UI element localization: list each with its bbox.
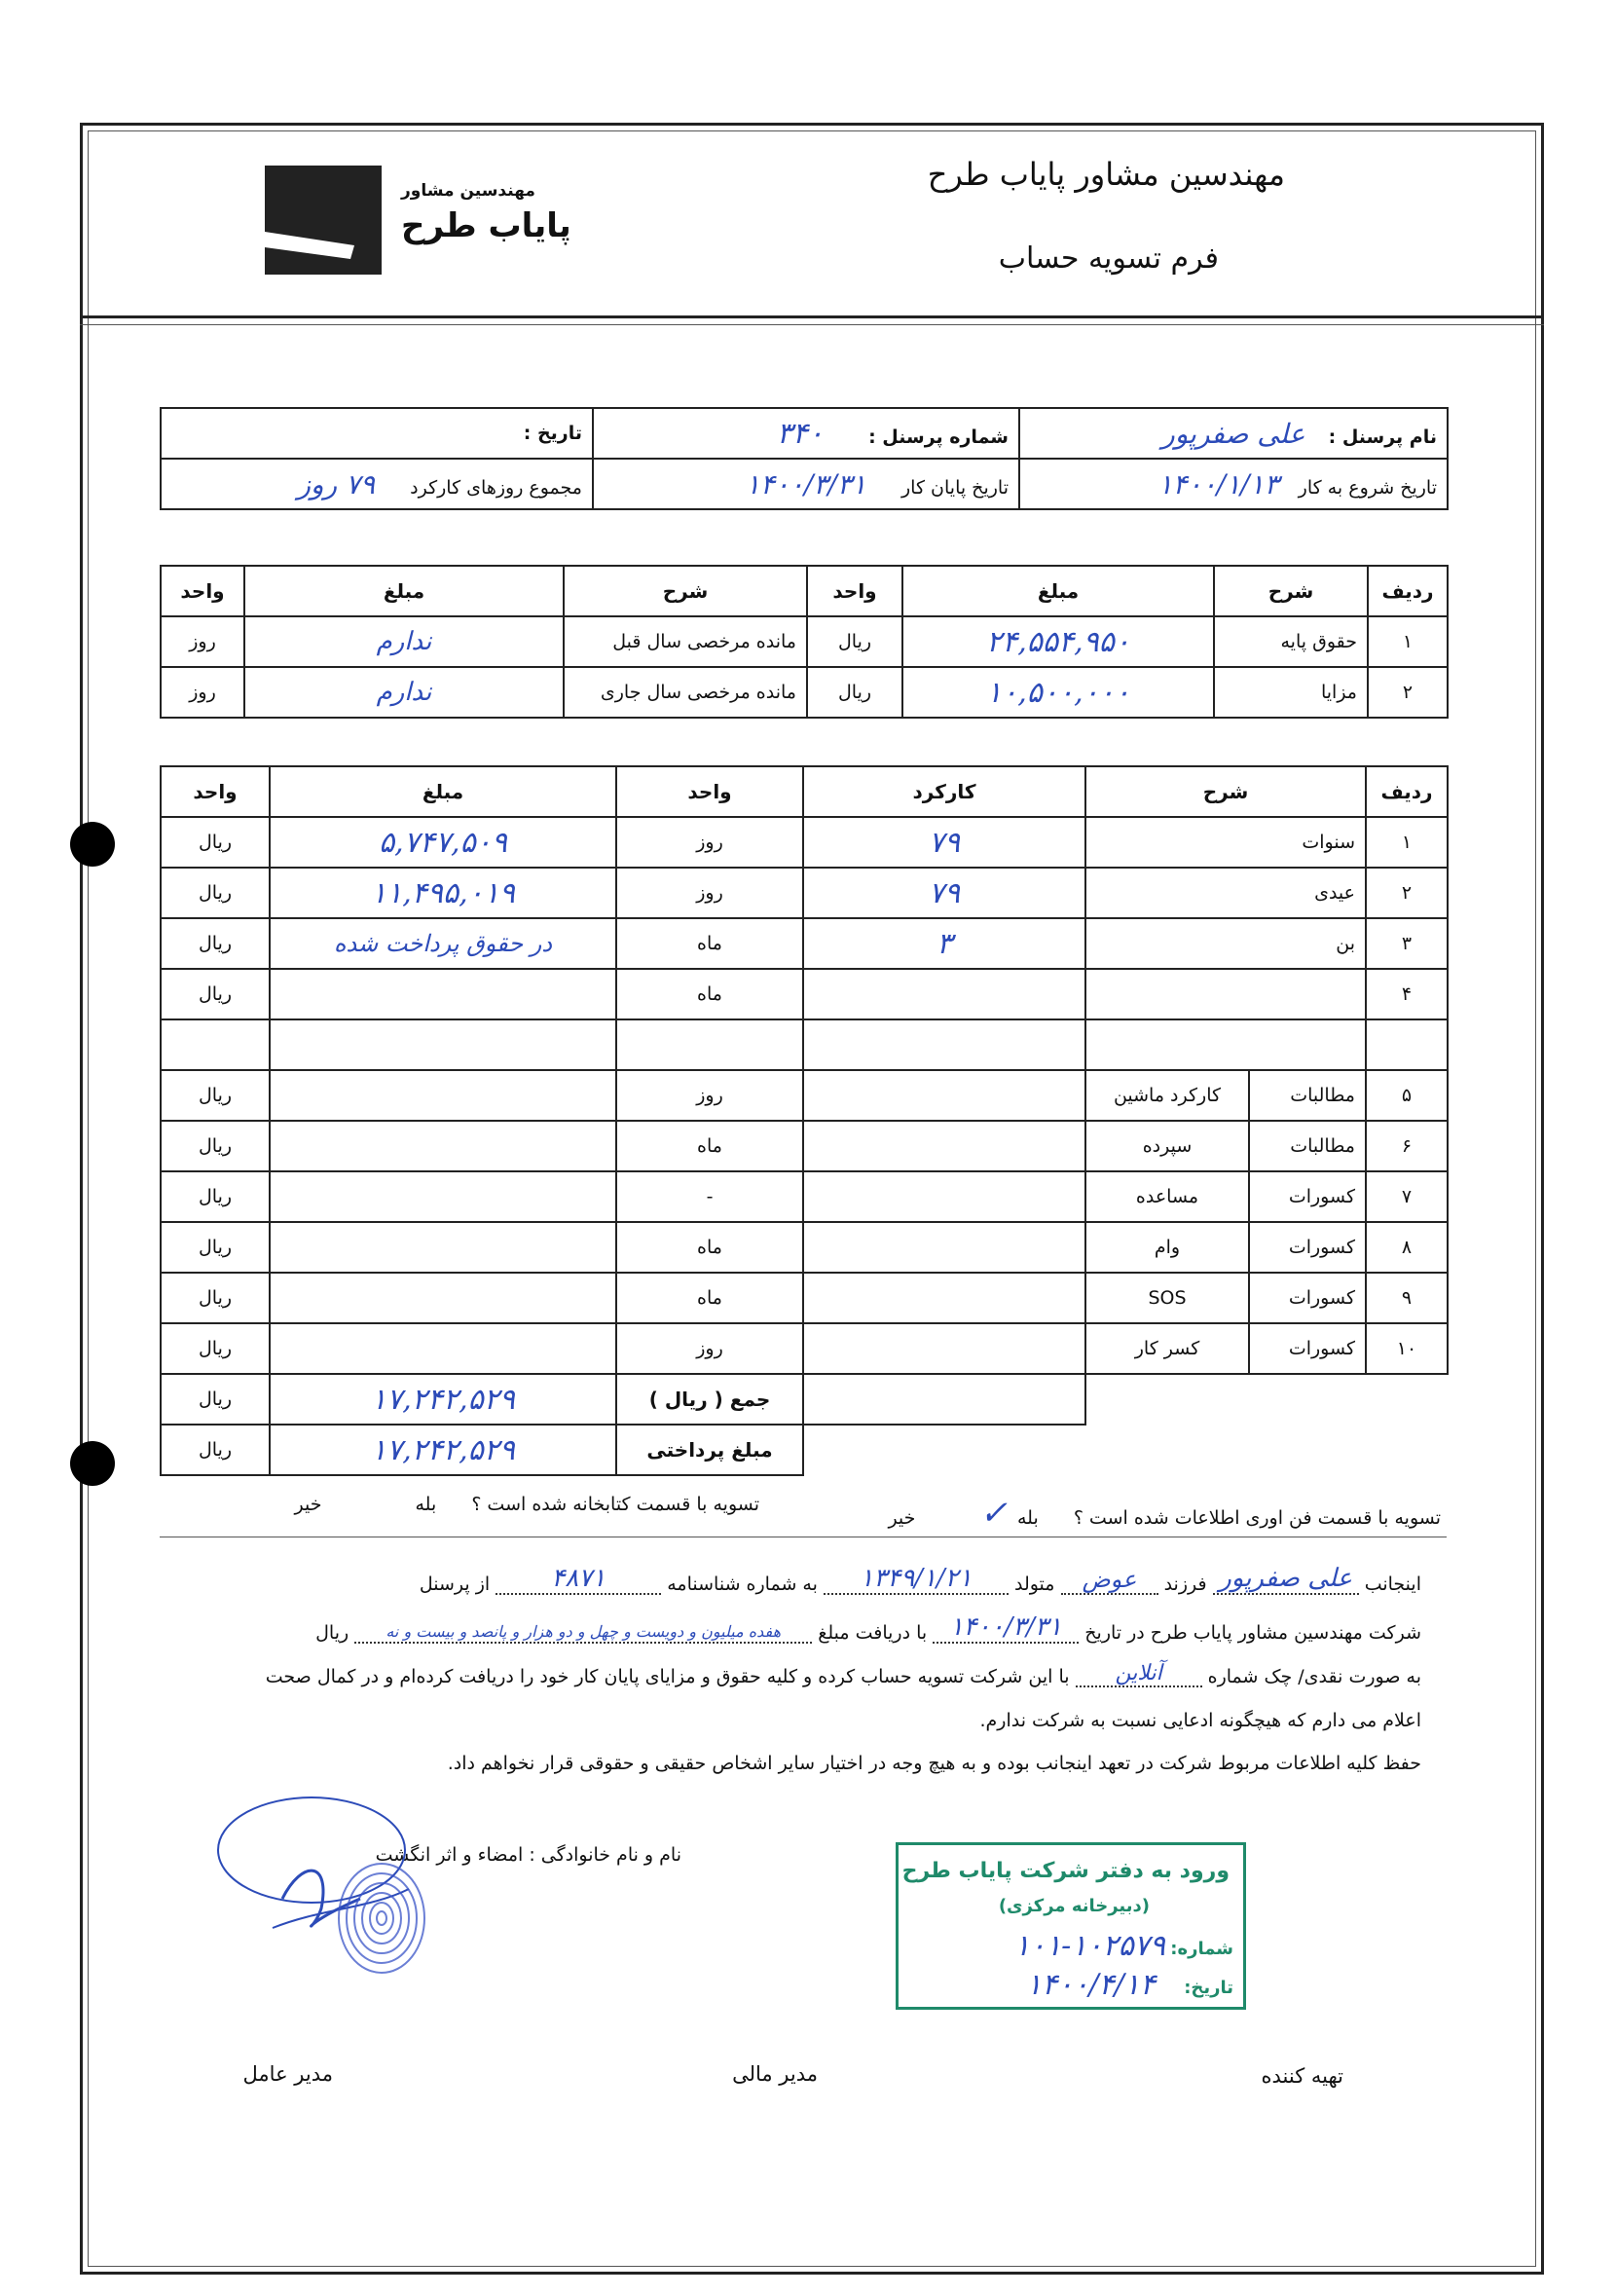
company-name: مهندسین مشاور پایاب طرح <box>927 156 1285 193</box>
personnel-no-label: شماره پرسنل : <box>868 426 1009 448</box>
word-id: به شماره شناسنامه <box>667 1574 818 1595</box>
row-subcategory: سپرده <box>1085 1121 1249 1171</box>
word-cash: به صورت نقدی/ چک شماره <box>1207 1666 1421 1687</box>
settlement-header-row <box>161 766 1448 817</box>
total-days-cell <box>161 459 593 509</box>
sum-row <box>161 1374 1448 1425</box>
row-amount: در حقوق پرداخت شده <box>270 918 616 969</box>
declaration-line-4: اعلام می دارم که هیچگونه ادعایی نسبت به شرکت ندارم. <box>979 1710 1421 1731</box>
salary-row-desc2: مانده مرخصی سال قبل <box>564 616 807 667</box>
declaration-line-1 <box>420 1564 1421 1595</box>
settlement-row-6 <box>161 1121 1448 1171</box>
declaration-line-5: حفظ کلیه اطلاعات مربوط شرکت در تعهد اینجانب بوده و به هیچ وجه در اختیار سایر اشخاص حقیقی و حقوقی قرار نخواهم داد. <box>447 1753 1421 1774</box>
stamp-date-value: ۱۴۰۰/۴/۱۴ <box>1025 1968 1156 2002</box>
settlement-table <box>160 765 1449 1476</box>
settlement-row-7 <box>161 1171 1448 1222</box>
salary-row-amount2: ندارم <box>244 616 564 667</box>
spacer-cell <box>616 1019 803 1070</box>
word-born: متولد <box>1013 1574 1055 1595</box>
logo-line1: مهندسین مشاور <box>401 181 535 201</box>
row-no: ۱۰ <box>1366 1323 1448 1374</box>
end-date-value: ۱۴۰۰/۳/۳۱ <box>745 467 866 500</box>
row-category: مطالبات <box>1249 1070 1366 1121</box>
row-work <box>803 1171 1085 1222</box>
word-child: فرزند <box>1163 1574 1207 1595</box>
total-days-label: مجموع روزهای کارکرد <box>410 476 582 499</box>
row-no: ۴ <box>1366 969 1448 1019</box>
word-company: شرکت مهندسین مشاور پایاب طرح در تاریخ <box>1084 1622 1421 1644</box>
it-clearance <box>888 1494 1441 1533</box>
salary-row-unit2: روز <box>161 616 244 667</box>
row-unit: روز <box>616 817 803 868</box>
personnel-no-cell <box>593 408 1019 459</box>
header-desc: شرح <box>1085 766 1366 817</box>
row-amount <box>270 1070 616 1121</box>
row-unit: ماه <box>616 1222 803 1273</box>
start-date-label: تاریخ شروع به کار <box>1298 476 1437 499</box>
row-work <box>803 969 1085 1019</box>
decl-date: ۱۴۰۰/۳/۳۱ <box>949 1612 1062 1642</box>
word-settle: با این شرکت تسویه حساب کرده و کلیه حقوق و مزایای پایان کار خود را دریافت کرده‌ام و در کمال صحت <box>265 1666 1070 1687</box>
name-cell <box>1019 408 1448 459</box>
row-amount <box>270 1222 616 1273</box>
empty-cell <box>803 1425 1085 1475</box>
row-unit: روز <box>616 1323 803 1374</box>
row-unit2: ریال <box>161 918 270 969</box>
id-blank <box>496 1564 661 1595</box>
row-work <box>803 1222 1085 1273</box>
word-from-personnel: از پرسنل <box>419 1574 491 1595</box>
it-yes: بله <box>1017 1507 1039 1529</box>
settlement-row-2 <box>161 868 1448 918</box>
spacer-cell <box>1085 1019 1366 1070</box>
row-subcategory: کسر کار <box>1085 1323 1249 1374</box>
sum-unit: ریال <box>161 1374 270 1425</box>
stamp-number-label: شماره: <box>1170 1939 1233 1959</box>
footer-preparer: تهیه کننده <box>1261 2064 1343 2088</box>
row-unit: ماه <box>616 918 803 969</box>
it-no: خیر <box>888 1507 916 1529</box>
row-unit2: ریال <box>161 868 270 918</box>
personnel-no-value: ۳۴۰ <box>776 416 825 451</box>
row-work: ۷۹ <box>803 817 1085 868</box>
start-date-cell <box>1019 459 1448 509</box>
decl-name: علی صفرپور <box>1219 1564 1353 1593</box>
stamp-date-label: تاریخ: <box>1184 1978 1233 1998</box>
it-question: تسویه با قسمت فن اوری اطلاعات شده است ؟ <box>1073 1507 1441 1529</box>
settlement-row-5 <box>161 1070 1448 1121</box>
salary-header-amount: مبلغ <box>902 566 1214 616</box>
salary-header-no: ردیف <box>1368 566 1448 616</box>
row-amount <box>270 1323 616 1374</box>
header-unit: واحد <box>616 766 803 817</box>
salary-row-1 <box>161 616 1448 667</box>
row-desc: بن <box>1085 918 1366 969</box>
salary-row-desc: مزایا <box>1214 667 1368 718</box>
header-separator <box>80 315 1544 325</box>
spacer-cell <box>1366 1019 1448 1070</box>
row-unit: ماه <box>616 969 803 1019</box>
cheque-blank <box>1076 1661 1202 1687</box>
decl-cheque: آنلاین <box>1115 1661 1162 1685</box>
row-amount: ۱۱,۴۹۵,۰۱۹ <box>270 868 616 918</box>
end-date-cell <box>593 459 1019 509</box>
row-amount <box>270 1171 616 1222</box>
row-category: کسورات <box>1249 1222 1366 1273</box>
row-no: ۹ <box>1366 1273 1448 1323</box>
binder-hole-top <box>70 822 115 867</box>
salary-row-unit2: روز <box>161 667 244 718</box>
row-desc: سنوات <box>1085 817 1366 868</box>
salary-header-desc2: شرح <box>564 566 807 616</box>
row-subcategory: وام <box>1085 1222 1249 1273</box>
row-work <box>803 1273 1085 1323</box>
paid-row <box>161 1425 1448 1475</box>
library-clearance <box>294 1494 759 1515</box>
row-subcategory: SOS <box>1085 1273 1249 1323</box>
it-check-mark: ✓ <box>979 1494 1008 1533</box>
company-logo <box>265 166 586 275</box>
settlement-row-10 <box>161 1323 1448 1374</box>
signature-fingerprint-icon <box>214 1782 467 1996</box>
row-unit: روز <box>616 1070 803 1121</box>
date-cell <box>161 408 593 459</box>
salary-row-amount: ۲۴,۵۵۴,۹۵۰ <box>902 616 1214 667</box>
empty-cell <box>1366 1425 1448 1475</box>
end-date-label: تاریخ پایان کار <box>900 476 1009 499</box>
row-no: ۲ <box>1366 868 1448 918</box>
name-blank <box>1213 1564 1359 1595</box>
salary-row-desc: حقوق پایه <box>1214 616 1368 667</box>
row-no: ۱ <box>1366 817 1448 868</box>
salary-row-unit: ریال <box>807 616 902 667</box>
paid-unit: ریال <box>161 1425 270 1475</box>
row-unit: روز <box>616 868 803 918</box>
salary-header-desc: شرح <box>1214 566 1368 616</box>
salary-table <box>160 565 1449 719</box>
row-category: کسورات <box>1249 1273 1366 1323</box>
registry-stamp <box>896 1842 1246 2010</box>
salary-row-desc2: مانده مرخصی سال جاری <box>564 667 807 718</box>
row-category: کسورات <box>1249 1171 1366 1222</box>
date-blank <box>933 1612 1079 1644</box>
word-receive: با دریافت مبلغ <box>818 1622 928 1644</box>
row-unit2: ریال <box>161 1171 270 1222</box>
header-no: ردیف <box>1366 766 1448 817</box>
row-no: ۶ <box>1366 1121 1448 1171</box>
row-work <box>803 1070 1085 1121</box>
row-amount <box>270 1273 616 1323</box>
row-desc: عیدی <box>1085 868 1366 918</box>
salary-row-amount: ۱۰,۵۰۰,۰۰۰ <box>902 667 1214 718</box>
logo-line2: پایاب طرح <box>401 206 571 245</box>
salary-row-unit: ریال <box>807 667 902 718</box>
logo-mark-icon <box>265 166 382 275</box>
sum-work-cell <box>803 1374 1085 1425</box>
row-unit2: ریال <box>161 1273 270 1323</box>
row-unit: ماه <box>616 1273 803 1323</box>
row-unit2: ریال <box>161 817 270 868</box>
info-row-1 <box>161 408 1448 459</box>
spacer-cell <box>270 1019 616 1070</box>
binder-hole-bottom <box>70 1441 115 1486</box>
total-days-value: ۷۹ روز <box>297 467 376 500</box>
row-no: ۷ <box>1366 1171 1448 1222</box>
salary-row-amount2: ندارم <box>244 667 564 718</box>
empty-cell <box>1366 1374 1448 1425</box>
stamp-subtitle: (دبیرخانه مرکزی) <box>998 1896 1150 1916</box>
row-unit: ماه <box>616 1121 803 1171</box>
settlement-row-9 <box>161 1273 1448 1323</box>
row-no: ۵ <box>1366 1070 1448 1121</box>
row-amount: ۵,۷۴۷,۵۰۹ <box>270 817 616 868</box>
header-unit2: واحد <box>161 766 270 817</box>
name-label: نام پرسنل : <box>1328 426 1437 448</box>
date-label: تاریخ : <box>523 423 582 444</box>
salary-header-amount2: مبلغ <box>244 566 564 616</box>
row-unit2: ریال <box>161 1323 270 1374</box>
settlement-row-4 <box>161 969 1448 1019</box>
decl-birth: ۱۳۴۹/۱/۲۱ <box>860 1564 973 1593</box>
paid-value: ۱۷,۲۴۲,۵۲۹ <box>270 1425 616 1475</box>
form-title: فرم تسویه حساب <box>998 241 1219 276</box>
library-question: تسویه با قسمت کتابخانه شده است ؟ <box>471 1494 759 1515</box>
row-work: ۷۹ <box>803 868 1085 918</box>
info-row-2 <box>161 459 1448 509</box>
row-work: ۳ <box>803 918 1085 969</box>
paid-label: مبلغ پرداختی <box>616 1425 803 1475</box>
footer-ceo: مدیر عامل <box>242 2062 333 2086</box>
empty-cell <box>1085 1374 1366 1425</box>
header-amount: مبلغ <box>270 766 616 817</box>
settlement-row-3 <box>161 918 1448 969</box>
decl-id-no: ۴۸۷۱ <box>551 1564 606 1593</box>
row-no: ۸ <box>1366 1222 1448 1273</box>
spacer-cell <box>161 1019 270 1070</box>
decl-amount-words: هفده میلیون و دویست و چهل و دو هزار و پانصد و بیست و نه <box>386 1622 782 1641</box>
row-unit: - <box>616 1171 803 1222</box>
amount-blank <box>354 1620 812 1644</box>
header-work: کارکرد <box>803 766 1085 817</box>
salary-header-unit2: واحد <box>161 566 244 616</box>
library-yes: بله <box>415 1494 437 1515</box>
row-amount <box>270 969 616 1019</box>
sum-label: جمع ( ریال ) <box>616 1374 803 1425</box>
library-no: خیر <box>294 1494 322 1515</box>
row-desc <box>1085 969 1366 1019</box>
declaration-line-3 <box>266 1661 1421 1687</box>
spacer-cell <box>803 1019 1085 1070</box>
stamp-title: ورود به دفتر شرکت پایاب طرح <box>901 1859 1230 1883</box>
word-rial: ریال <box>315 1622 349 1644</box>
declaration-line-2 <box>315 1612 1421 1644</box>
salary-row-no: ۲ <box>1368 667 1448 718</box>
footer-finance-manager: مدیر مالی <box>732 2062 818 2086</box>
signature-label: نام و نام خانوادگی : امضاء و اثر انگشت <box>375 1844 681 1866</box>
row-category: کسورات <box>1249 1323 1366 1374</box>
row-unit2: ریال <box>161 969 270 1019</box>
stamp-number-value: ۱۰۱-۱۰۲۵۷۹ <box>1013 1929 1165 1963</box>
row-subcategory: کارکرد ماشین <box>1085 1070 1249 1121</box>
decl-father: عوض <box>1082 1566 1137 1593</box>
row-unit2: ریال <box>161 1222 270 1273</box>
settlement-row-1 <box>161 817 1448 868</box>
row-subcategory: مساعده <box>1085 1171 1249 1222</box>
father-blank <box>1061 1566 1158 1595</box>
settlement-spacer-row <box>161 1019 1448 1070</box>
personnel-info-table <box>160 407 1449 510</box>
start-date-value: ۱۴۰۰/۱/۱۳ <box>1157 467 1279 500</box>
row-amount <box>270 1121 616 1171</box>
salary-row-no: ۱ <box>1368 616 1448 667</box>
salary-header-unit: واحد <box>807 566 902 616</box>
row-work <box>803 1121 1085 1171</box>
row-unit2: ریال <box>161 1121 270 1171</box>
salary-header-row <box>161 566 1448 616</box>
word-injaneb: اینجانب <box>1364 1574 1421 1595</box>
sum-value: ۱۷,۲۴۲,۵۲۹ <box>270 1374 616 1425</box>
empty-cell <box>1085 1425 1366 1475</box>
row-category: مطالبات <box>1249 1121 1366 1171</box>
name-value: علی صفرپور <box>1161 417 1305 450</box>
settlement-row-8 <box>161 1222 1448 1273</box>
salary-row-2 <box>161 667 1448 718</box>
row-unit2: ریال <box>161 1070 270 1121</box>
row-work <box>803 1323 1085 1374</box>
row-no: ۳ <box>1366 918 1448 969</box>
birth-blank <box>824 1564 1009 1595</box>
